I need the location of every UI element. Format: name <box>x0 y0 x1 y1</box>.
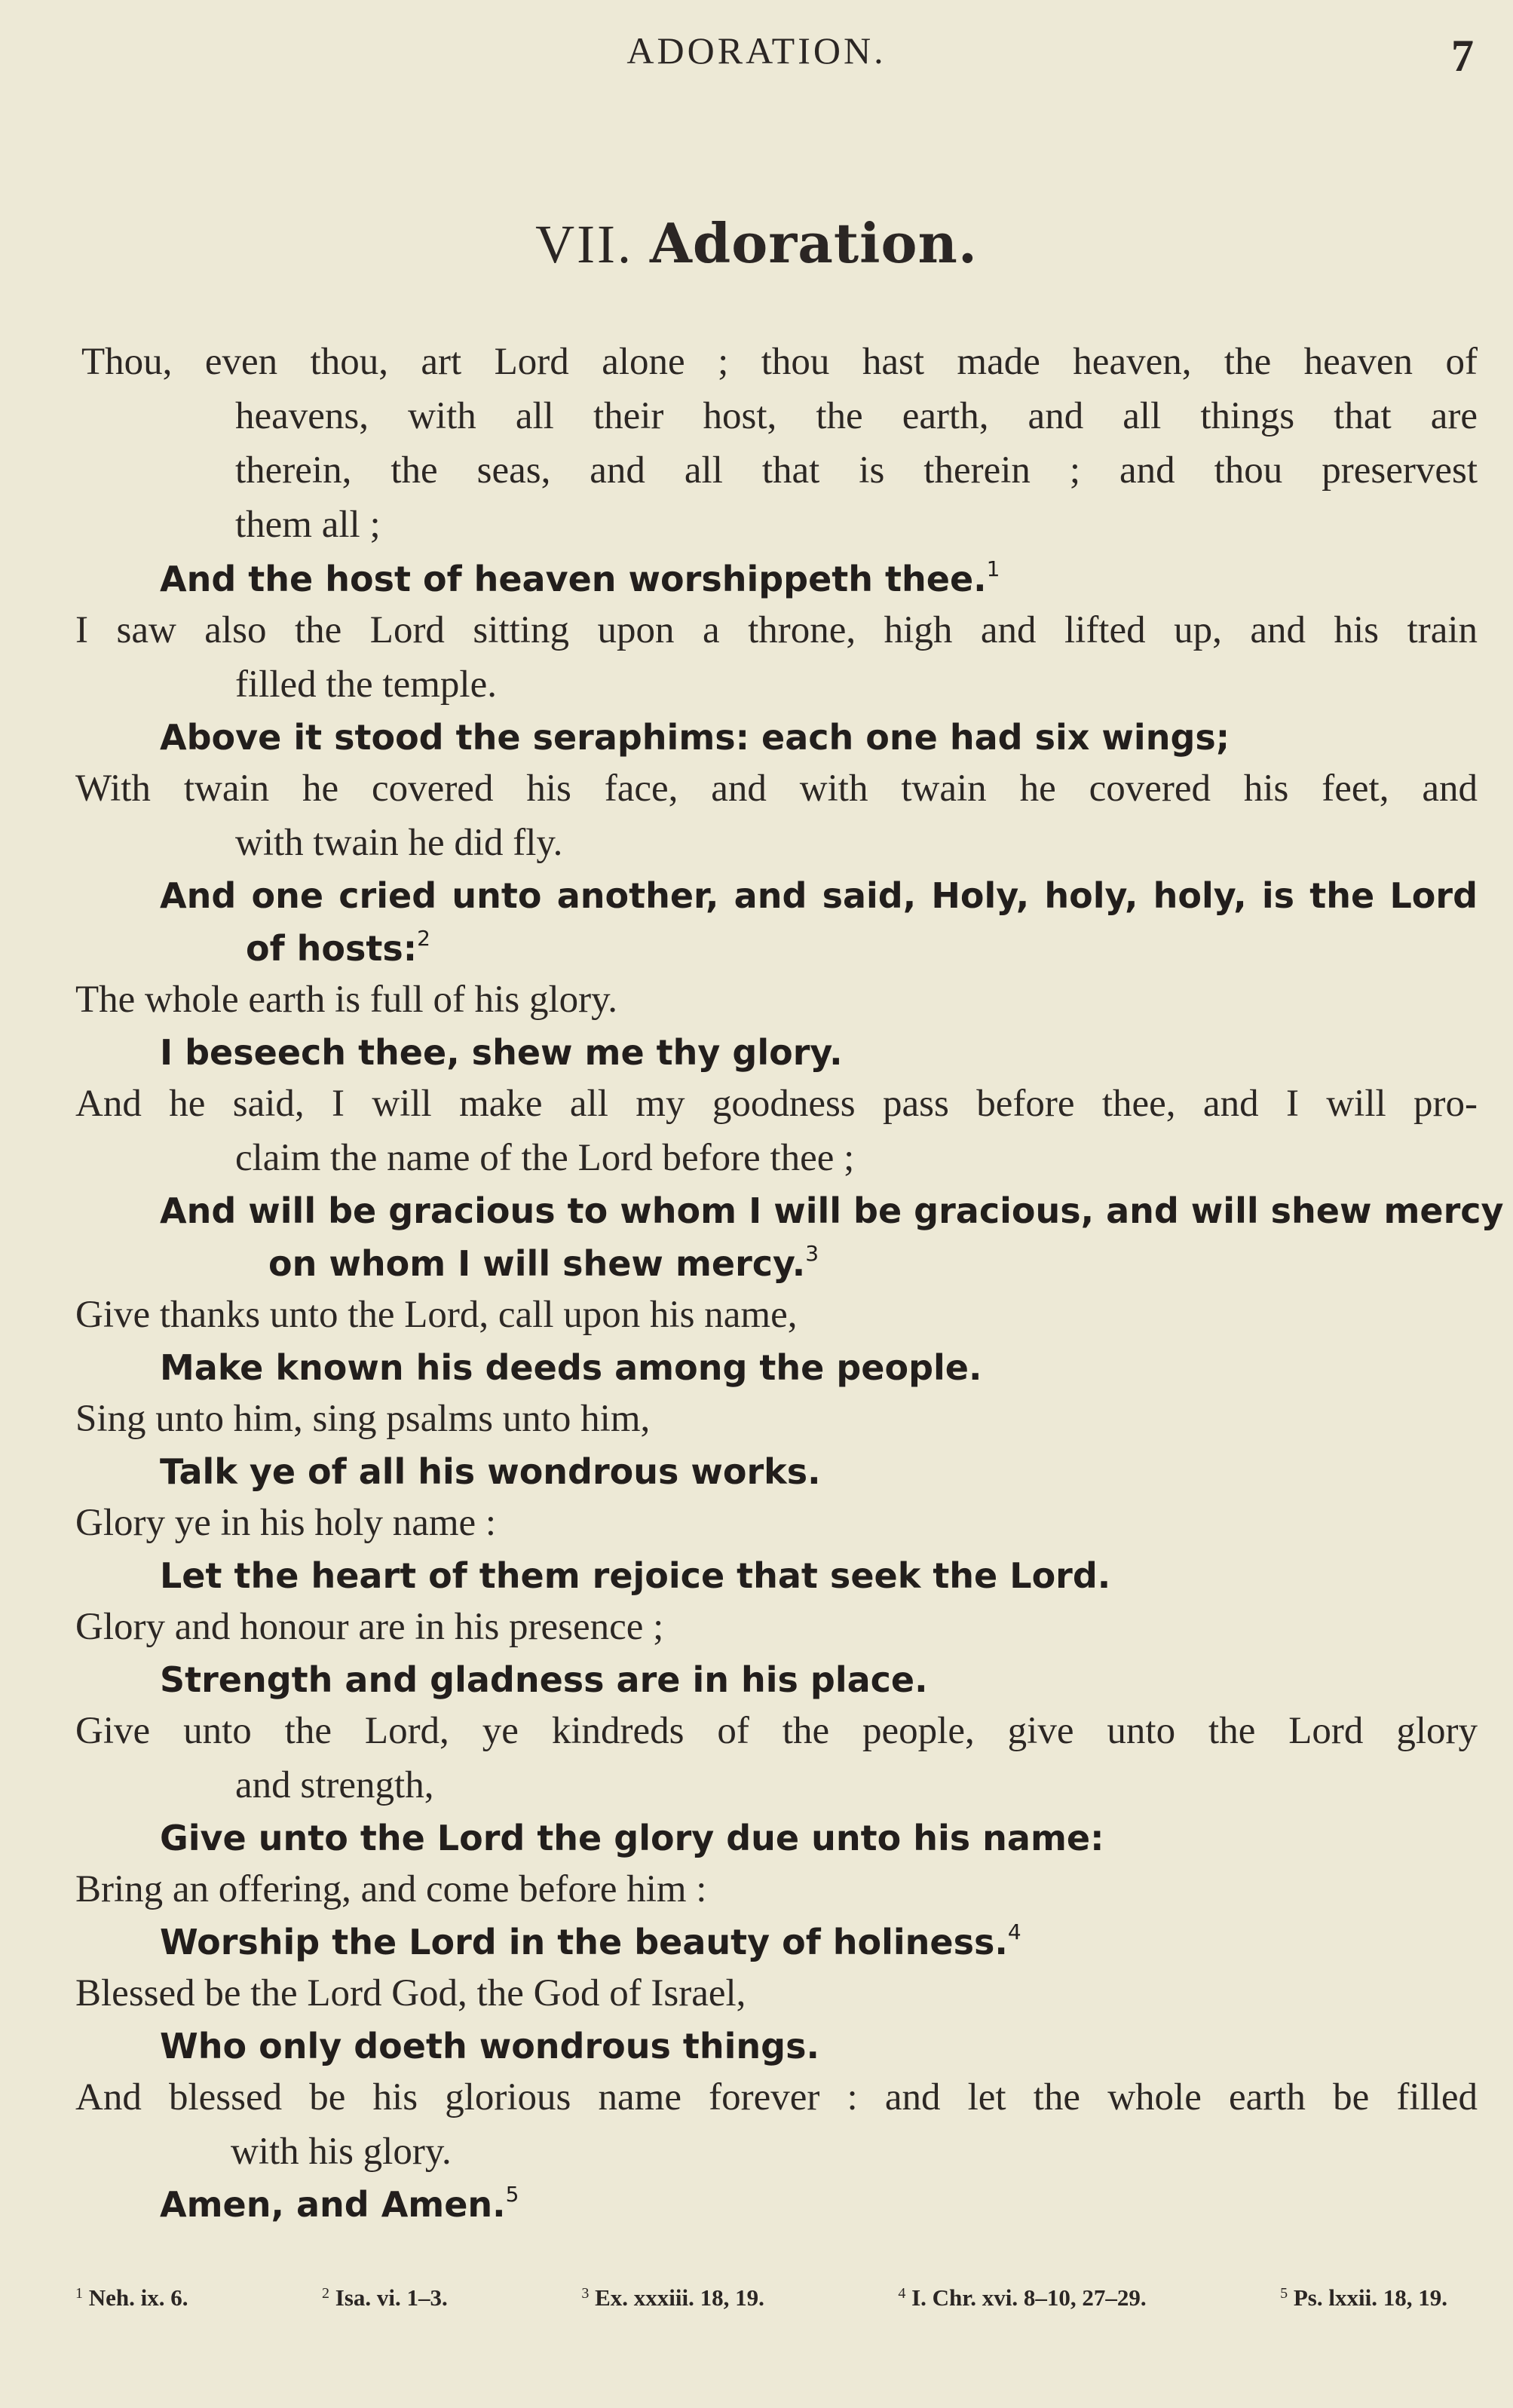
response-text: on whom I will shew mercy. <box>268 1243 806 1284</box>
footnote-mark: 4 <box>1007 1919 1021 1944</box>
text-line: Blessed be the Lord God, the God of Israel, <box>75 1972 746 2014</box>
footnote-mark: 5 <box>1280 2285 1288 2302</box>
footnote-mark: 3 <box>805 1241 819 1266</box>
footnote-mark: 1 <box>986 556 1000 581</box>
footnote <box>322 2284 448 2311</box>
response-line: Make known his deeds among the people. <box>160 1347 982 1388</box>
text-line: Bring an offering, and come before him : <box>75 1868 707 1910</box>
text-line: with his glory. <box>231 2131 452 2173</box>
response-line <box>268 1241 819 1286</box>
footnote <box>898 2284 1146 2311</box>
footnote-mark: 1 <box>75 2285 83 2302</box>
response-line <box>160 556 1000 602</box>
response-line: And will be gracious to whom I will be gracious, and will shew mercy <box>160 1190 1504 1231</box>
chapter-heading <box>0 211 1513 276</box>
response-line <box>246 926 430 971</box>
text-line: and strength, <box>235 1764 434 1806</box>
footnote-reference: Neh. ix. 6. <box>88 2284 188 2311</box>
footnote-mark: 2 <box>417 926 430 951</box>
text-line: Sing unto him, sing psalms unto him, <box>75 1398 651 1440</box>
footnote-reference: Isa. vi. 1–3. <box>335 2284 448 2311</box>
footnote <box>1280 2284 1447 2311</box>
response-text: And the host of heaven worshippeth thee. <box>160 559 987 599</box>
response-line: Above it stood the seraphims: each one had six wings; <box>160 717 1230 758</box>
response-text: Amen, and Amen. <box>160 2184 506 2225</box>
chapter-number: VII. <box>535 214 634 274</box>
response-line: Who only doeth wondrous things. <box>160 2026 819 2066</box>
text-line: And blessed be his glorious name forever : and let the whole earth be filled <box>75 2076 1478 2118</box>
text-line: Glory ye in his holy name : <box>75 1502 497 1544</box>
response-line: Talk ye of all his wondrous works. <box>160 1451 821 1492</box>
running-title: ADORATION. <box>626 29 887 72</box>
footnotes <box>75 2284 1447 2311</box>
response-line: Let the heart of them rejoice that seek the Lord. <box>160 1555 1111 1596</box>
text-line: Give thanks unto the Lord, call upon his name, <box>75 1294 798 1336</box>
text-line: Glory and honour are in his presence ; <box>75 1606 664 1648</box>
footnote-reference: Ex. xxxiii. 18, 19. <box>595 2284 764 2311</box>
response-line: Give unto the Lord the glory due unto his name: <box>160 1818 1104 1858</box>
footnote-mark: 4 <box>898 2285 906 2302</box>
text-line: Thou, even thou, art Lord alone ; thou hast made heaven, the heaven of <box>81 341 1478 383</box>
text-line: With twain he covered his face, and with twain he covered his feet, and <box>75 767 1478 810</box>
text-line: filled the temple. <box>235 663 497 706</box>
response-line <box>160 2182 519 2227</box>
text-line: And he said, I will make all my goodness pass before thee, and I will pro- <box>75 1083 1478 1125</box>
footnote <box>75 2284 188 2311</box>
response-line: I beseech thee, shew me thy glory. <box>160 1032 843 1073</box>
response-text: of hosts: <box>246 928 418 969</box>
response-line: And one cried unto another, and said, Holy, holy, holy, is the Lord <box>160 875 1478 916</box>
response-line <box>160 1919 1021 1965</box>
text-line: Give unto the Lord, ye kindreds of the people, give unto the Lord glory <box>75 1710 1478 1752</box>
footnote-reference: Ps. lxxii. 18, 19. <box>1293 2284 1447 2311</box>
text-line: therein, the seas, and all that is therein ; and thou preservest <box>235 449 1478 492</box>
footnote-mark: 5 <box>505 2182 519 2207</box>
response-text: Worship the Lord in the beauty of holiness. <box>160 1922 1008 1962</box>
footnote <box>581 2284 764 2311</box>
page-number: 7 <box>1451 31 1474 81</box>
text-line: heavens, with all their host, the earth, and all things that are <box>235 395 1478 437</box>
footnote-mark: 3 <box>581 2285 590 2302</box>
chapter-title: Adoration. <box>650 211 978 275</box>
text-line: with twain he did fly. <box>235 822 563 864</box>
text-line: I saw also the Lord sitting upon a throne, high and lifted up, and his train <box>75 609 1478 651</box>
text-line: The whole earth is full of his glory. <box>75 979 618 1021</box>
text-line: them all ; <box>235 504 381 546</box>
text-line: claim the name of the Lord before thee ; <box>235 1137 855 1179</box>
footnote-mark: 2 <box>322 2285 330 2302</box>
footnote-reference: I. Chr. xvi. 8–10, 27–29. <box>911 2284 1147 2311</box>
response-line: Strength and gladness are in his place. <box>160 1659 928 1700</box>
